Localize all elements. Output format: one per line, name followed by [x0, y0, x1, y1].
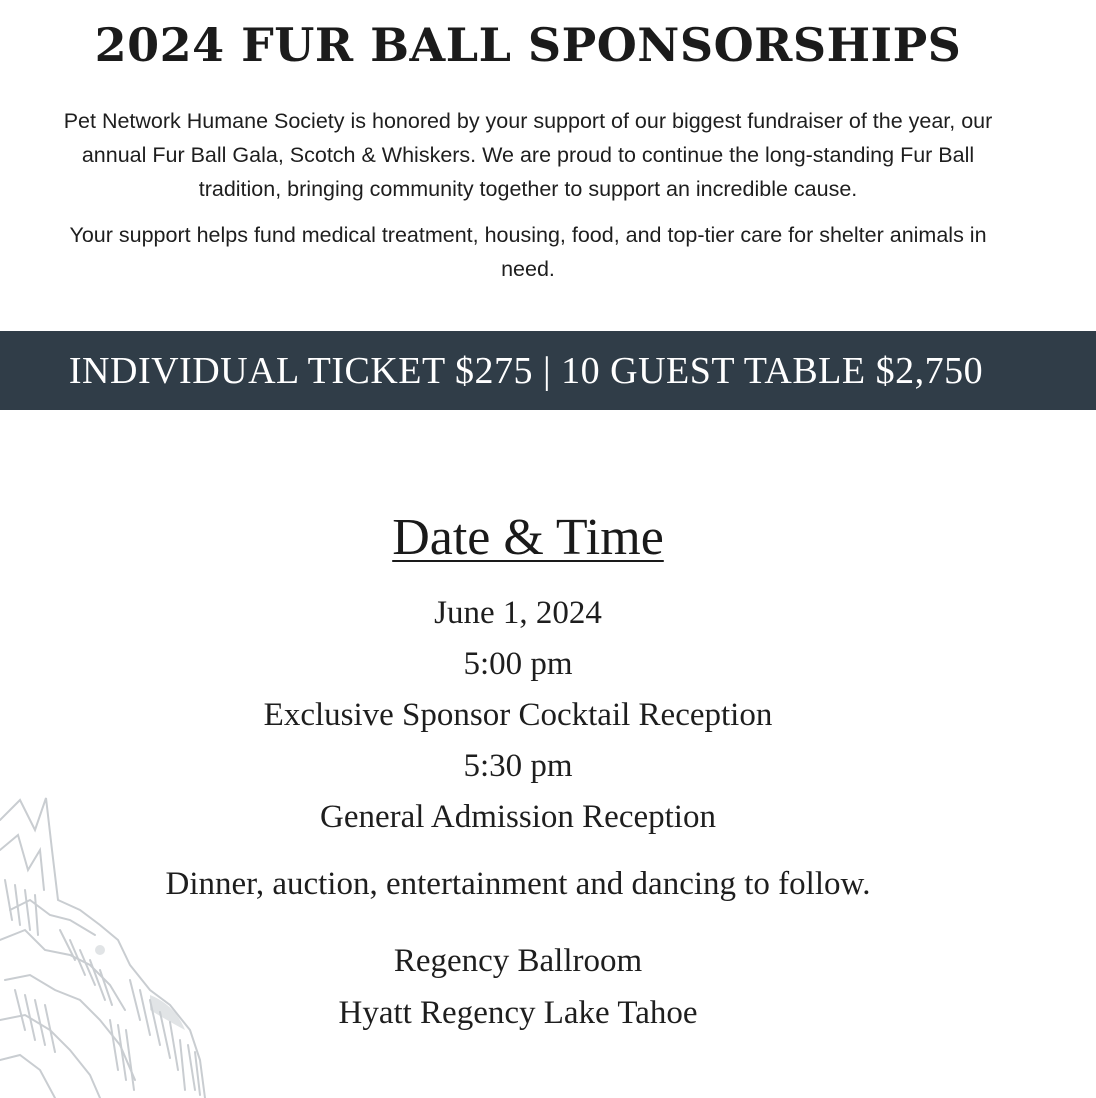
event-name: Exclusive Sponsor Cocktail Reception: [263, 697, 773, 733]
event-time: 5:30 pm: [463, 748, 573, 784]
venue-hotel: Hyatt Regency Lake Tahoe: [338, 995, 698, 1031]
date-time-heading-text: Date & Time: [392, 509, 664, 566]
intro-paragraph: Your support helps fund medical treatment, housing, food, and top-tier care for shelter animals in need.: [69, 223, 987, 281]
follow-note: Dinner, auction, entertainment and dancing to follow.: [165, 866, 871, 902]
schedule: [0, 588, 1036, 843]
ticket-price-text: INDIVIDUAL TICKET $275 | 10 GUEST TABLE $2,750: [68, 350, 984, 392]
venue: [0, 935, 1036, 1039]
event-time: 5:00 pm: [463, 646, 573, 682]
venue-room: Regency Ballroom: [393, 943, 643, 979]
intro-text: [40, 104, 1016, 298]
page-title: 2024 FUR BALL SPONSORSHIPS: [94, 18, 962, 72]
intro-paragraph: Pet Network Humane Society is honored by your support of our biggest fundraiser of the year, our annual Fur Ball Gala, Scotch & Whiskers. We are proud to continue the long-standing Fur Ball tradition, bringing community together to support an incredible cause.: [63, 109, 993, 201]
date-time-heading: [0, 508, 1056, 567]
event-name: General Admission Reception: [320, 799, 716, 835]
event-date: June 1, 2024: [434, 595, 602, 631]
ticket-price-banner: [0, 331, 1096, 410]
